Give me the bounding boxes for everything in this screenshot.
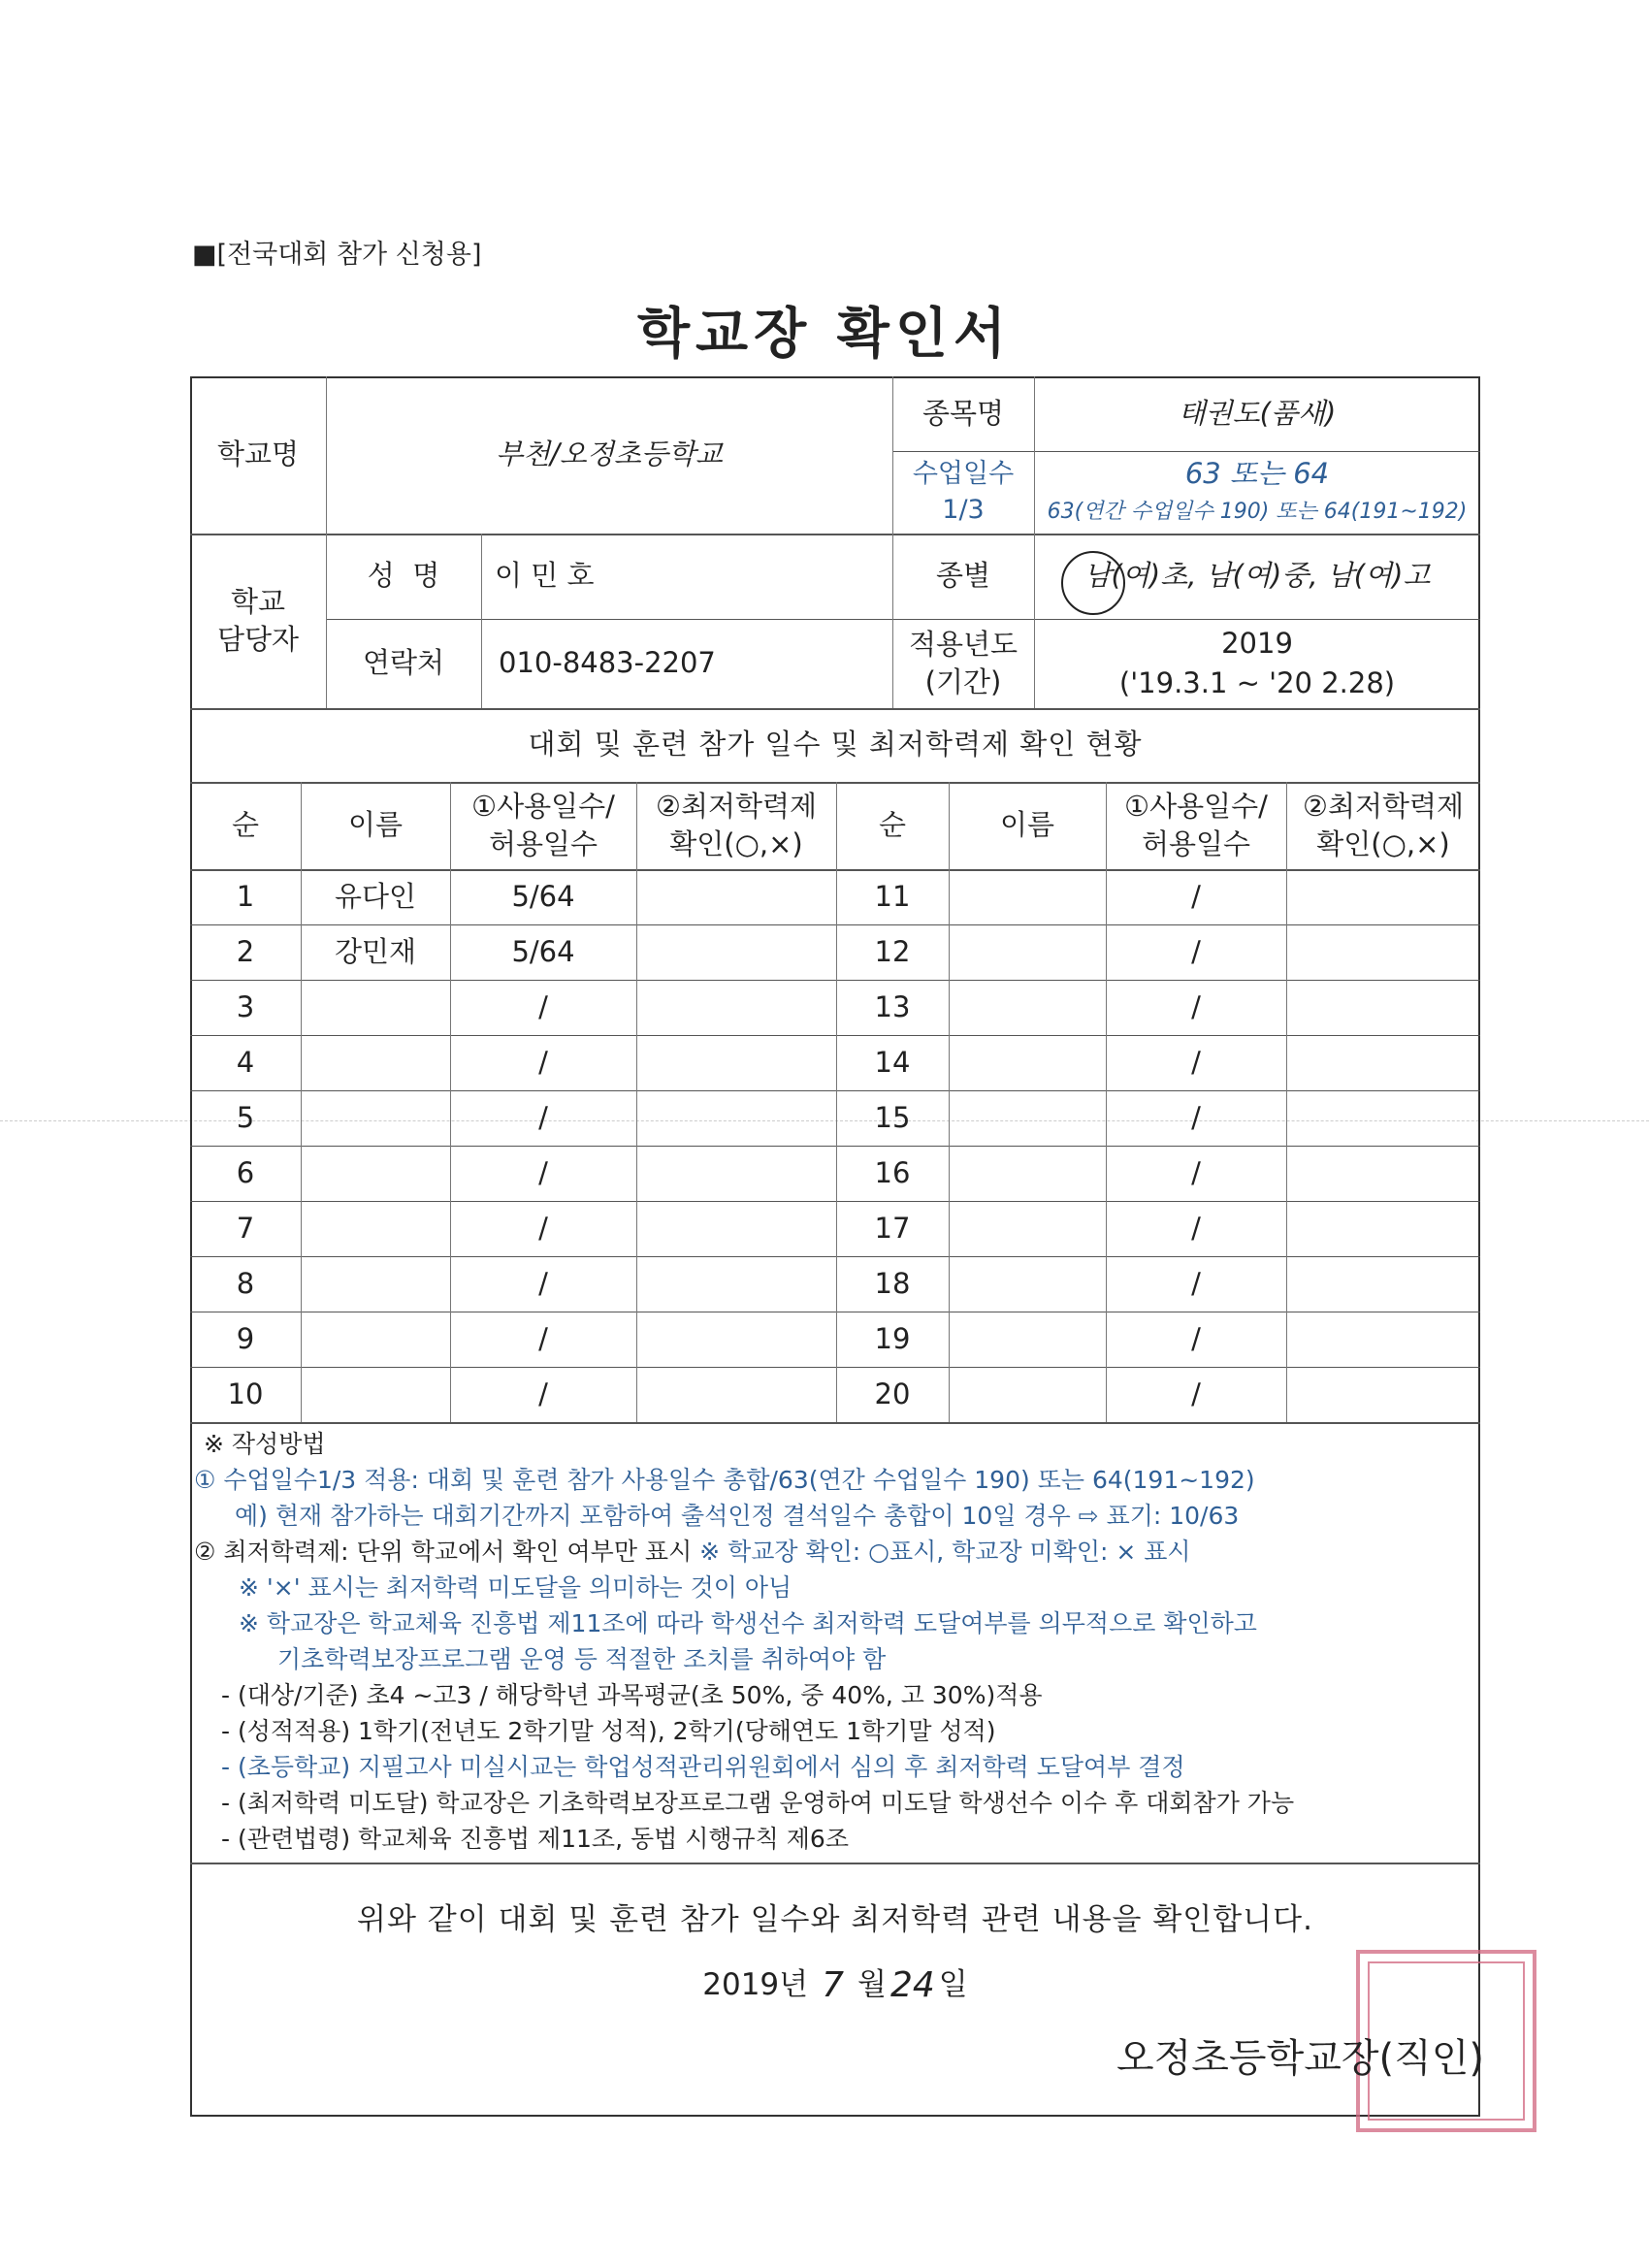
date-day-unit: 일 xyxy=(938,1967,968,2003)
manager-name-label: 성 명 xyxy=(367,559,440,593)
table-cell-days: / xyxy=(538,1211,548,1245)
table-cell-check xyxy=(1286,924,1480,980)
table-cell-days: / xyxy=(1191,934,1201,968)
signer: 오정초등학교장(직인) xyxy=(1116,2036,1484,2081)
table-cell-no: 8 xyxy=(236,1266,255,1300)
note-line: ※ '×' 표시는 최저학력 미도달을 의미하는 것이 아님 xyxy=(239,1573,792,1602)
table-cell-name xyxy=(301,1090,450,1146)
instructions xyxy=(194,1426,1484,1857)
table-cell-no: 13 xyxy=(874,989,911,1023)
table-cell-days: 5/64 xyxy=(511,879,575,913)
table-cell-check xyxy=(1286,1035,1480,1090)
table-cell-name: 유다인 xyxy=(334,879,417,913)
table-cell-no: 6 xyxy=(236,1155,255,1189)
note-line: ※ 학교장은 학교체육 진흥법 제11조에 따라 학생선수 최저학력 도달여부를 의무적으로 확인하고 xyxy=(239,1609,1257,1637)
table-cell-no: 1 xyxy=(236,879,255,913)
table-cell-check xyxy=(1286,1201,1480,1256)
table-cell-no: 17 xyxy=(874,1211,911,1245)
page-title: 학교장 확인서 xyxy=(636,303,1013,366)
table-cell-no: 11 xyxy=(874,879,911,913)
table-cell-days: / xyxy=(1191,1100,1201,1134)
table-cell-check xyxy=(1286,1256,1480,1312)
header-days: ①사용일수/ 허용일수 xyxy=(471,789,615,860)
date-month: 7 xyxy=(822,1964,845,2005)
class-days-value: 63 또는 64 xyxy=(1184,457,1330,491)
table-cell-no: 20 xyxy=(874,1377,911,1410)
table-cell-check xyxy=(636,924,836,980)
table-cell-check xyxy=(636,1312,836,1367)
table-cell-days: / xyxy=(538,1155,548,1189)
header-days: ①사용일수/ 허용일수 xyxy=(1124,789,1268,860)
table-cell-days: / xyxy=(1191,1211,1201,1245)
manager-label: 학교 담당자 xyxy=(216,584,300,656)
table-cell-days: / xyxy=(1191,1321,1201,1355)
form-tag: ■[전국대회 참가 신청용] xyxy=(192,240,482,270)
table-cell-days: / xyxy=(1191,989,1201,1023)
divider xyxy=(481,534,482,708)
table-cell-no: 16 xyxy=(874,1155,911,1189)
manager-contact-label: 연락처 xyxy=(362,646,445,680)
header-no: 순 xyxy=(231,808,259,842)
table-cell-no: 18 xyxy=(874,1266,911,1300)
table-cell-no: 3 xyxy=(236,989,255,1023)
table-cell-name xyxy=(949,924,1106,980)
table-cell-days: / xyxy=(1191,1266,1201,1300)
table-cell-no: 7 xyxy=(236,1211,255,1245)
event-value: 태권도(품새) xyxy=(1178,396,1337,430)
gender-label: 종별 xyxy=(935,559,991,593)
table-cell-name xyxy=(949,1035,1106,1090)
table-cell-check xyxy=(1286,1090,1480,1146)
table-cell-check xyxy=(1286,1146,1480,1201)
table-cell-name xyxy=(301,1146,450,1201)
note-line: ① 수업일수1/3 적용: 대회 및 훈련 참가 사용일수 총합/63(연간 수업일수 190) 또는 64(191~192) xyxy=(194,1466,1255,1494)
table-cell-days: / xyxy=(1191,1155,1201,1189)
table-cell-no: 2 xyxy=(236,934,255,968)
header-name: 이름 xyxy=(347,808,404,842)
table-cell-days: / xyxy=(538,1045,548,1079)
year-label: 적용년도 (기간) xyxy=(908,627,1018,698)
table-cell-days: / xyxy=(538,989,548,1023)
selection-circle xyxy=(1061,551,1125,615)
period-value: ('19.3.1 ~ '20 2.28) xyxy=(1118,666,1396,700)
table-cell-check xyxy=(636,980,836,1035)
note-line: - (성적적용) 1학기(전년도 2학기말 성적), 2학기(당해연도 1학기말 성적) xyxy=(221,1717,996,1745)
table-cell-check xyxy=(636,869,836,924)
class-days-label: 수업일수 1/3 xyxy=(912,459,1015,525)
year-value: 2019 xyxy=(1221,627,1293,661)
note-line: 기초학력보장프로그램 운영 등 적절한 조치를 취하여야 함 xyxy=(277,1645,887,1673)
table-cell-days: / xyxy=(538,1377,548,1410)
header-check: ②최저학력제 확인(○,×) xyxy=(1302,789,1465,860)
note-text: ※ 학교장 확인: ○표시, 학교장 미확인: × 표시 xyxy=(699,1538,1191,1566)
event-label: 종목명 xyxy=(922,396,1005,430)
note-text: ② 최저학력제: 단위 학교에서 확인 여부만 표시 xyxy=(194,1538,700,1566)
table-cell-check xyxy=(636,1090,836,1146)
table-cell-check xyxy=(636,1201,836,1256)
table-cell-days: 5/64 xyxy=(511,934,575,968)
table-cell-name xyxy=(301,1312,450,1367)
table-cell-name xyxy=(949,980,1106,1035)
table-cell-days: / xyxy=(1191,1377,1201,1410)
table-cell-no: 15 xyxy=(874,1100,911,1134)
divider xyxy=(190,1422,1480,1424)
date-day: 24 xyxy=(889,1964,935,2005)
manager-contact-value: 010-8483-2207 xyxy=(499,646,716,680)
table-cell-name xyxy=(949,1146,1106,1201)
table-cell-name xyxy=(949,869,1106,924)
table-cell-check xyxy=(636,1256,836,1312)
table-cell-no: 10 xyxy=(227,1377,264,1410)
table-cell-no: 9 xyxy=(236,1321,255,1355)
date-year: 2019년 xyxy=(702,1967,809,2003)
table-cell-no: 14 xyxy=(874,1045,911,1079)
table-cell-name xyxy=(949,1312,1106,1367)
note-line: 예) 현재 참가하는 대회기간까지 포함하여 출석인정 결석일수 총합이 10일 경우 ⇨ 표기: 10/63 xyxy=(235,1502,1240,1530)
table-cell-no: 19 xyxy=(874,1321,911,1355)
school-name-label: 학교명 xyxy=(216,437,300,471)
table-cell-days: / xyxy=(1191,1045,1201,1079)
class-days-note: 63(연간 수업일수 190) 또는 64(191~192) xyxy=(1047,500,1468,525)
table-cell-check xyxy=(1286,869,1480,924)
table-cell-no: 5 xyxy=(236,1100,255,1134)
table-cell-days: / xyxy=(538,1321,548,1355)
divider xyxy=(190,1863,1480,1864)
table-cell-days: / xyxy=(538,1266,548,1300)
table-cell-name: 강민재 xyxy=(334,934,417,968)
table-cell-name xyxy=(301,1201,450,1256)
table-cell-name xyxy=(949,1090,1106,1146)
note-line: - (초등학교) 지필고사 미실시교는 학업성적관리위원회에서 심의 후 최저학력 도달여부 결정 xyxy=(221,1753,1185,1781)
gender-value: 남(여)초, 남(여)중, 남(여)고 xyxy=(1083,559,1431,593)
table-cell-check xyxy=(636,1146,836,1201)
table-cell-check xyxy=(636,1035,836,1090)
note-line xyxy=(194,1534,1484,1570)
section-title: 대회 및 훈련 참가 일수 및 최저학력제 확인 현황 xyxy=(528,728,1143,761)
table-cell-check xyxy=(1286,1312,1480,1367)
header-name: 이름 xyxy=(999,808,1055,842)
table-cell-check xyxy=(1286,1367,1480,1422)
confirm-date xyxy=(190,1961,1480,2010)
confirm-statement: 위와 같이 대회 및 훈련 참가 일수와 최저학력 관련 내용을 확인합니다. xyxy=(357,1902,1313,1938)
table-cell-name xyxy=(301,980,450,1035)
table-cell-name xyxy=(949,1367,1106,1422)
table-cell-name xyxy=(301,1035,450,1090)
notes-heading: ※ 작성방법 xyxy=(204,1430,326,1458)
school-name-value: 부천/오정초등학교 xyxy=(496,437,723,471)
table-cell-name xyxy=(949,1201,1106,1256)
table-cell-name xyxy=(301,1256,450,1312)
table-cell-days: / xyxy=(538,1100,548,1134)
note-line: - (최저학력 미도달) 학교장은 기초학력보장프로그램 운영하여 미도달 학생선수 이수 후 대회참가 가능 xyxy=(221,1789,1295,1817)
header-no: 순 xyxy=(878,808,906,842)
date-month-unit: 월 xyxy=(857,1967,887,2003)
table-cell-name xyxy=(301,1367,450,1422)
manager-name-value: 이 민 호 xyxy=(495,559,595,593)
table-cell-check xyxy=(1286,980,1480,1035)
table-cell-name xyxy=(949,1256,1106,1312)
table-cell-days: / xyxy=(1191,879,1201,913)
table-cell-no: 12 xyxy=(874,934,911,968)
header-check: ②최저학력제 확인(○,×) xyxy=(655,789,818,860)
table-cell-no: 4 xyxy=(236,1045,255,1079)
note-line: - (관련법령) 학교체육 진흥법 제11조, 동법 시행규칙 제6조 xyxy=(221,1825,849,1853)
table-cell-check xyxy=(636,1367,836,1422)
note-line: - (대상/기준) 초4 ~고3 / 해당학년 과목평균(초 50%, 중 40%, 고 30%)적용 xyxy=(221,1681,1043,1709)
